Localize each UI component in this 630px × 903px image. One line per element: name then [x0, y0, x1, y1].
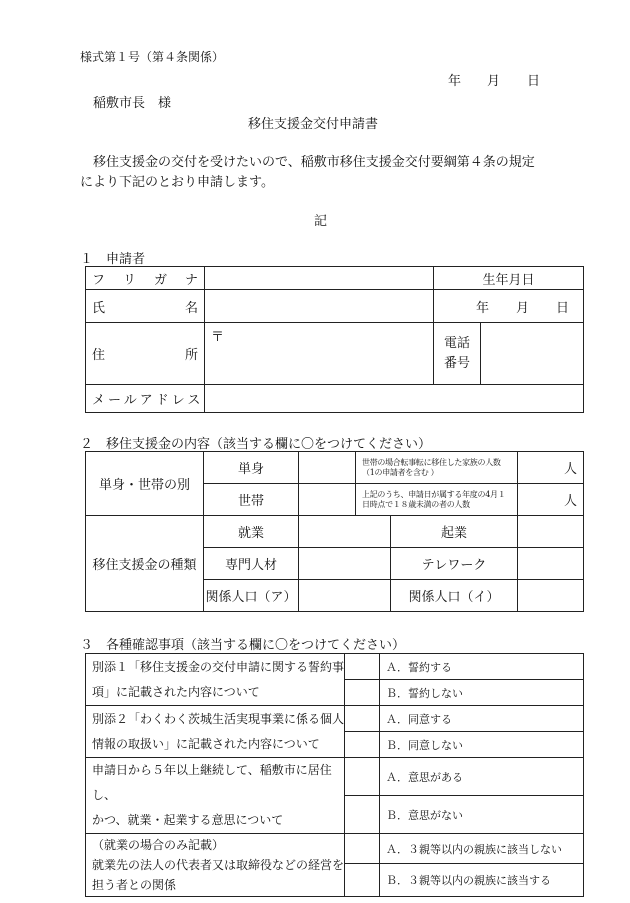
birth-day-unit: 日 — [556, 300, 570, 316]
birth-year-unit: 年 — [476, 300, 490, 316]
confirm-2a-option: Ａ．同意する — [380, 706, 584, 732]
ki-label: 記 — [314, 214, 328, 229]
phone-label-line2: 番号 — [443, 355, 470, 371]
section3-heading: ３ 各種確認事項（該当する欄に〇をつけてください） — [80, 638, 406, 653]
confirm-1b-option: Ｂ．誓約しない — [380, 680, 584, 706]
confirm-question-4-line1: （就業の場合のみ記載） — [92, 838, 225, 852]
type-startup: 起業 — [391, 516, 518, 548]
confirm-question-2-line1: 別添２「わくわく茨城生活実現事業に係る個人 — [92, 711, 345, 726]
form-number: 様式第１号（第４条関係） — [80, 50, 225, 64]
phone-input[interactable] — [481, 323, 584, 385]
confirm-4a-mark[interactable] — [345, 834, 380, 864]
date-month-label: 月 — [487, 74, 501, 89]
furigana-char: ガ — [153, 272, 167, 288]
family-count-note-line1: 世帯の場合転事転に移住した家族の人数 — [362, 457, 501, 467]
household-type-label: 単身・世帯の別 — [86, 452, 204, 516]
document-title: 移住支援金交付申請書 — [248, 117, 379, 132]
confirm-question-3-line1: 申請日から５年以上継続して、稲敷市に居住し、 — [92, 763, 332, 802]
type-related-a-mark[interactable] — [299, 580, 391, 612]
support-content-table — [85, 451, 584, 612]
type-employment-mark[interactable] — [299, 516, 391, 548]
address-label-cell — [86, 323, 205, 385]
confirm-question-4 — [86, 834, 345, 897]
confirm-question-2 — [86, 706, 345, 758]
furigana-char: フ — [92, 272, 106, 288]
intro-line-2: により下記のとおり申請します。 — [80, 175, 274, 190]
furigana-input[interactable] — [205, 267, 434, 290]
phone-label-line1: 電話 — [443, 335, 470, 351]
confirm-1a-mark[interactable] — [345, 654, 380, 680]
confirm-question-4-line3: 担う者との関係 — [92, 878, 177, 892]
minor-count-note-line1: 上記のうち、申請日が属する年度の4月１ — [362, 489, 506, 499]
furigana-char: ナ — [184, 272, 198, 288]
name-label-cell — [86, 290, 205, 323]
email-input[interactable] — [205, 385, 584, 413]
address-char: 所 — [184, 348, 198, 363]
address-input[interactable] — [205, 323, 434, 385]
birthdate-input[interactable] — [434, 290, 584, 323]
phone-label — [434, 323, 481, 385]
type-related-b: 関係人口（イ） — [391, 580, 518, 612]
minor-count-note-line2: 日時点で１８歳未満の者の人数 — [362, 499, 470, 509]
single-mark-cell[interactable] — [299, 452, 356, 484]
intro-line-1: 移住支援金の交付を受けたいので、稲敷市移住支援金交付要綱第４条の規定 — [93, 155, 535, 170]
name-char: 氏 — [92, 300, 106, 316]
confirm-4a-option: Ａ．３親等以内の親族に該当しない — [380, 834, 584, 864]
confirm-4b-mark[interactable] — [345, 864, 380, 897]
family-count-input[interactable] — [518, 452, 584, 484]
furigana-char: リ — [122, 272, 136, 288]
household-label: 世帯 — [204, 484, 299, 516]
single-label: 単身 — [204, 452, 299, 484]
confirm-question-1-line2: 項」に記載された内容について — [92, 684, 260, 699]
applicant-table — [85, 266, 584, 413]
type-telework: テレワーク — [391, 548, 518, 580]
family-count-note-line2: （1の申請者を含む ） — [362, 467, 439, 477]
section2-heading: ２ 移住支援金の内容（該当する欄に〇をつけてください） — [80, 437, 432, 452]
minor-count-note — [356, 484, 518, 516]
confirm-3b-option: Ｂ．意思がない — [380, 796, 584, 834]
section1-heading: １ 申請者 — [80, 252, 146, 267]
support-type-label: 移住支援金の種類 — [86, 516, 204, 612]
confirm-question-3-line2: かつ、就業・起業する意思について — [92, 813, 284, 827]
confirm-question-3 — [86, 758, 345, 834]
type-startup-mark[interactable] — [518, 516, 584, 548]
type-employment: 就業 — [204, 516, 299, 548]
postal-mark: 〒 — [211, 330, 225, 345]
type-related-a: 関係人口（ア） — [204, 580, 299, 612]
confirm-3a-mark[interactable] — [345, 758, 380, 796]
confirm-question-2-line2: 情報の取扱い」に記載された内容について — [92, 736, 320, 751]
birthdate-label: 生年月日 — [434, 267, 584, 290]
minor-count-input[interactable] — [518, 484, 584, 516]
furigana-label-cell — [86, 267, 205, 290]
family-count-note — [356, 452, 518, 484]
type-specialist: 専門人材 — [204, 548, 299, 580]
confirm-2b-mark[interactable] — [345, 732, 380, 758]
addressee: 稲敷市長 様 — [93, 96, 172, 111]
confirm-1a-option: Ａ．誓約する — [380, 654, 584, 680]
date-day-label: 日 — [527, 74, 541, 89]
confirm-question-4-line2: 就業先の法人の代表者又は取締役などの経営を — [92, 858, 345, 872]
confirm-1b-mark[interactable] — [345, 680, 380, 706]
name-char: 名 — [184, 300, 198, 316]
confirm-3b-mark[interactable] — [345, 796, 380, 834]
family-count-unit: 人 — [564, 462, 578, 477]
name-input[interactable] — [205, 290, 434, 323]
type-related-b-mark[interactable] — [518, 580, 584, 612]
email-label: メールアドレス — [86, 385, 205, 413]
minor-count-unit: 人 — [564, 494, 578, 509]
birth-month-unit: 月 — [516, 300, 530, 316]
confirm-2b-option: Ｂ．同意しない — [380, 732, 584, 758]
confirm-3a-option: Ａ．意思がある — [380, 758, 584, 796]
type-telework-mark[interactable] — [518, 548, 584, 580]
confirm-question-1 — [86, 654, 345, 706]
household-mark-cell[interactable] — [299, 484, 356, 516]
confirm-question-1-line1: 別添１「移住支援金の交付申請に関する誓約事 — [92, 659, 345, 674]
confirmation-table — [85, 653, 584, 897]
address-char: 住 — [92, 348, 106, 363]
type-specialist-mark[interactable] — [299, 548, 391, 580]
confirm-4b-option: Ｂ．３親等以内の親族に該当する — [380, 864, 584, 897]
date-year-label: 年 — [448, 74, 462, 89]
confirm-2a-mark[interactable] — [345, 706, 380, 732]
